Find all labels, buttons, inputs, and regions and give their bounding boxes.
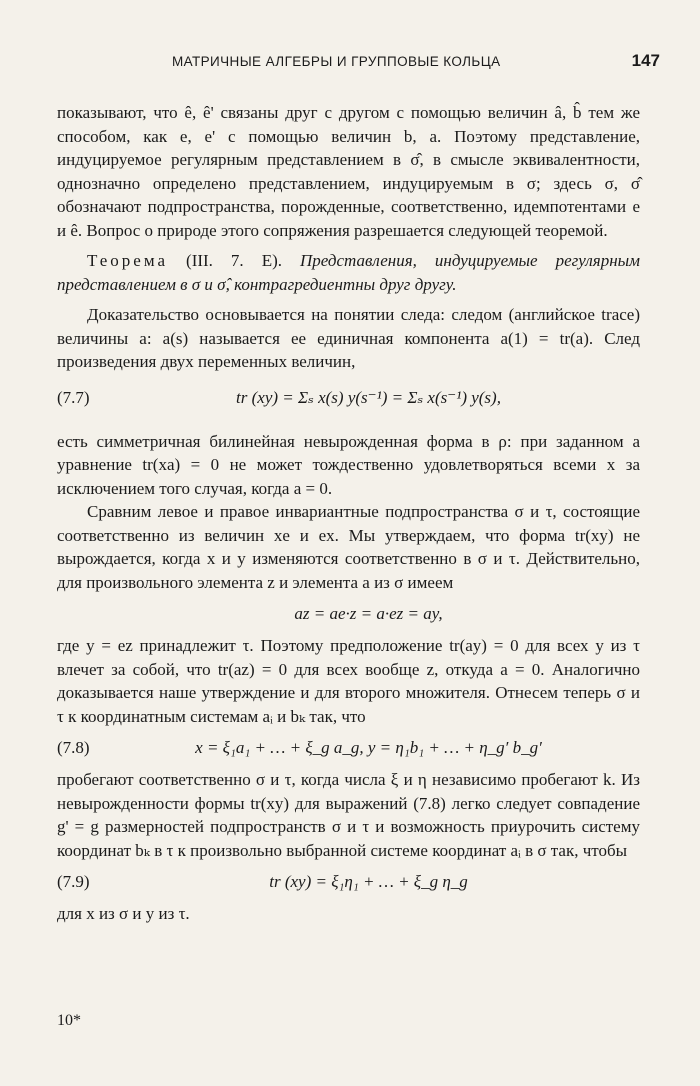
paragraph-6: пробегают соответственно σ и τ, когда числа ξ и η независимо пробегают k. Из невырожденности формы tr(xy) для выражений (7.8) легко следует совпадение g' = g размерностей подпространств σ и τ и возможность приурочить систему координат bₖ в τ к произвольно выбранной системе координат aᵢ в σ так, чтобы [57, 770, 640, 860]
paragraph-4: Сравним левое и правое инвариантные подпространства σ и τ, состоящие соответственно из величин xe и ex. Мы утверждаем, что форма tr(xy) не вырождается, когда x и y изменяются соответственно в σ и τ. Действительно, для произвольного элемента z и элемента a из σ имеем [57, 502, 640, 592]
paragraph-2: Доказательство основывается на понятии следа: следом (английское trace) величины a: a(s) называется ее единичная компонента a(1) = tr(a). След произведения двух переменных величин, [57, 305, 640, 371]
signature-mark: 10* [57, 1012, 81, 1029]
equation-7-7-body: tr (xy) = Σₛ x(s) y(s⁻¹) = Σₛ x(s⁻¹) y(s), [236, 387, 501, 407]
theorem-label: Теорема [87, 251, 169, 270]
equation-az-body: az = ae·z = a·ez = ay, [294, 604, 443, 623]
equation-7-8 [57, 730, 640, 764]
page-number: 147 [631, 51, 660, 70]
equation-7-9-body: tr (xy) = ξ₁η₁ + … + ξ_g η_g [269, 872, 468, 891]
page-body [57, 101, 640, 926]
paragraph-3: есть симметричная билинейная невырожденная форма в ρ: при заданном a уравнение tr(xa) = 0 не может тождественно удовлетворяться всеми x за исключением того случая, когда a = 0. [57, 431, 640, 498]
theorem-reference: (III. 7. E). [186, 251, 282, 270]
equation-7-8-body: x = ξ₁a₁ + … + ξ_g a_g, y = η₁b₁ + … + η_g′ b_g′ [195, 738, 542, 757]
theorem-statement [57, 249, 640, 296]
paragraph-5: где y = ez принадлежит τ. Поэтому предположение tr(ay) = 0 для всех y из τ влечет за собой, что tr(az) = 0 для всех вообще z, откуда a = 0. Аналогично доказывается наше утверждение и для второго множителя. Отнесем теперь σ и τ к координатным системам aᵢ и bₖ так, что [57, 636, 640, 726]
equation-number-7-9: (7.9) [57, 872, 90, 891]
paragraph-7: для x из σ и y из τ. [57, 904, 190, 923]
equation-7-7 [57, 376, 640, 426]
paragraph-1: показывают, что ê, ê' связаны друг с другом с помощью величин â, b̂ тем же способом, как e, e' с помощью величин b, a. Поэтому представление, индуцируемое регулярным представлением в σ̂, в смысле эквивалентности, однозначно определено представлением, индуцируемым в σ; здесь σ, σ̂ обозначают подпространства, порожденные, соответственно, идемпотентами e и ê. Вопрос о природе этого сопряжения разрешается следующей теоремой. [57, 103, 640, 240]
theorem-text: Представления, индуцируемые регулярным представлением в σ и σ̂, контрагредиентны друг другу. [57, 251, 640, 294]
equation-number-7-7: (7.7) [57, 387, 90, 407]
equation-number-7-8: (7.8) [57, 738, 90, 757]
equation-az [57, 596, 640, 630]
running-header [60, 50, 660, 74]
equation-7-9 [57, 864, 640, 898]
running-title: МАТРИЧНЫЕ АЛГЕБРЫ И ГРУППОВЫЕ КОЛЬЦА [172, 54, 501, 69]
